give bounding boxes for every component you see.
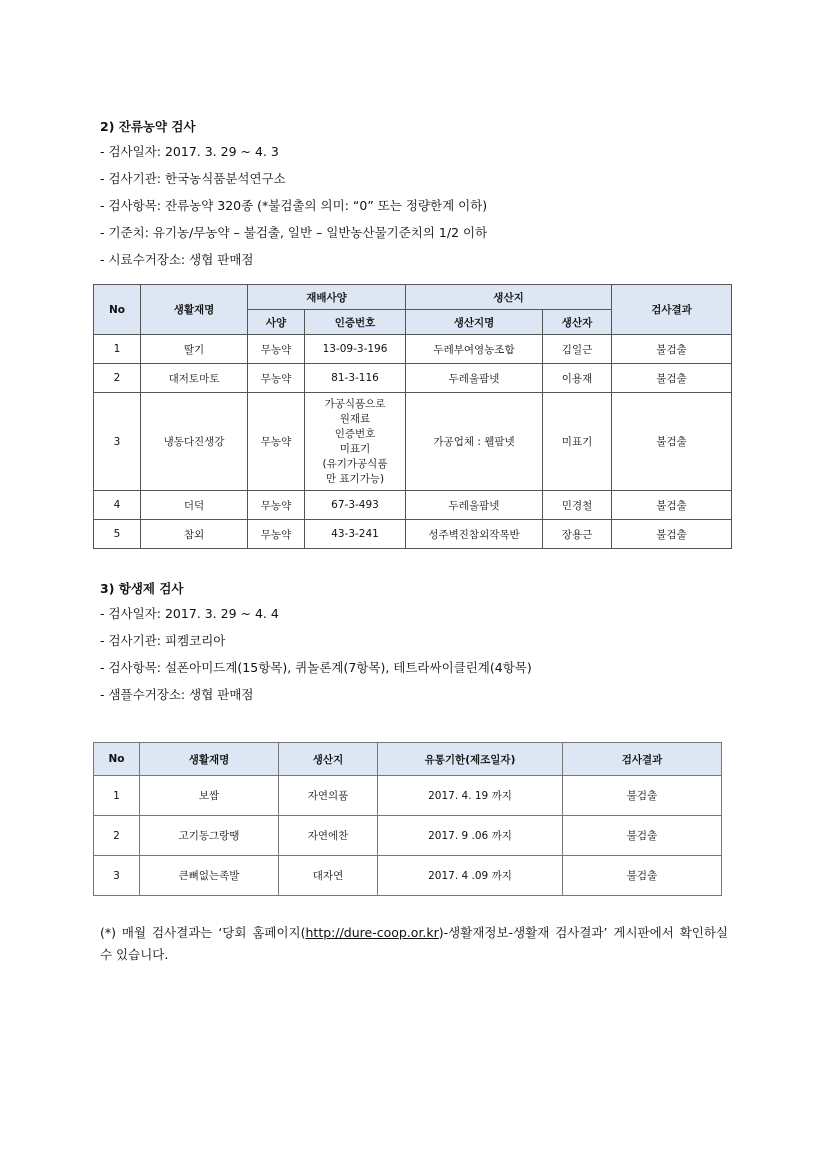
cert-line: (유기가공식품: [322, 457, 388, 470]
header-cert: 인증번호: [305, 310, 406, 335]
table-row: [94, 364, 732, 393]
header-origin: 생산지: [279, 743, 378, 776]
cell-origin: 자연에찬: [279, 816, 378, 856]
table-row: [94, 393, 732, 491]
cell-producer: 이용재: [543, 364, 612, 393]
cell-result: 불검출: [612, 335, 732, 364]
cert-line: 인증번호: [334, 427, 376, 440]
cell-spec: 무농약: [248, 520, 305, 549]
cell-no: 5: [94, 520, 141, 549]
cell-expiry: 2017. 4. 19 까지: [378, 776, 563, 816]
cell-cert: 81-3-116: [305, 364, 406, 393]
cell-name: 더덕: [141, 491, 248, 520]
cell-result: 불검출: [612, 520, 732, 549]
cell-name: 냉동다진생강: [141, 393, 248, 491]
header-result: 검사결과: [563, 743, 722, 776]
cell-name: 보쌈: [140, 776, 279, 816]
cell-cert: [305, 393, 406, 491]
homepage-link[interactable]: http://dure-coop.or.kr: [305, 925, 439, 940]
header-name: 생활재명: [141, 285, 248, 335]
cell-producer: 미표기: [543, 393, 612, 491]
standard: - 기준치: 유기농/무농약 – 불검출, 일반 – 일반농산물기준치의 1/2 이하: [100, 225, 488, 240]
cell-cert: 13-09-3-196: [305, 335, 406, 364]
header-origin-name: 생산지명: [406, 310, 543, 335]
cell-name: 대저토마토: [141, 364, 248, 393]
test-agency: - 검사기관: 피켐코리아: [100, 633, 226, 648]
cell-no: 1: [94, 335, 141, 364]
table-row: [94, 856, 722, 896]
header-no: No: [94, 743, 140, 776]
cell-spec: 무농약: [248, 364, 305, 393]
cell-origin-name: 성주벽진참외작목반: [406, 520, 543, 549]
cell-name: 참외: [141, 520, 248, 549]
test-agency: - 검사기관: 한국농식품분석연구소: [100, 171, 286, 186]
section-residual-pesticide: [100, 116, 730, 273]
cell-name: 딸기: [141, 335, 248, 364]
cell-expiry: 2017. 9 .06 까지: [378, 816, 563, 856]
sample-location: - 샘플수거장소: 생협 판매점: [100, 687, 254, 702]
cell-spec: 무농약: [248, 491, 305, 520]
cert-line: 미표기: [339, 442, 371, 455]
cell-expiry: 2017. 4 .09 까지: [378, 856, 563, 896]
header-name: 생활재명: [140, 743, 279, 776]
cell-origin-name: 두레울팜넷: [406, 364, 543, 393]
cell-no: 3: [94, 856, 140, 896]
cell-result: 불검출: [563, 776, 722, 816]
antibiotics-table: [93, 742, 722, 896]
cert-line: 가공식품으로: [324, 397, 386, 410]
header-no: No: [94, 285, 141, 335]
table-row: [94, 520, 732, 549]
footnote-prefix: (*) 매월 검사결과는 ‘당회 홈페이지(: [100, 925, 306, 940]
cell-no: 2: [94, 364, 141, 393]
cert-line: 만 표기가능): [325, 472, 385, 485]
cell-cert: 43-3-241: [305, 520, 406, 549]
residual-pesticide-table: [93, 284, 732, 549]
sample-location: - 시료수거장소: 생협 판매점: [100, 252, 254, 267]
table-row: [94, 335, 732, 364]
test-date: - 검사일자: 2017. 3. 29 ~ 4. 4: [100, 606, 279, 621]
section-title: 3) 항생제 검사: [100, 581, 184, 596]
cell-no: 4: [94, 491, 141, 520]
section-title: 2) 잔류농약 검사: [100, 119, 196, 134]
cell-producer: 민경철: [543, 491, 612, 520]
table-row: [94, 776, 722, 816]
table-row: [94, 491, 732, 520]
cell-origin: 대자연: [279, 856, 378, 896]
cell-name: 고기동그랑땡: [140, 816, 279, 856]
cell-result: 불검출: [612, 364, 732, 393]
header-expiry: 유통기한(제조일자): [378, 743, 563, 776]
cell-name: 큰뼈없는족발: [140, 856, 279, 896]
header-result: 검사결과: [612, 285, 732, 335]
cell-origin-name: 두레울팜넷: [406, 491, 543, 520]
header-origin: 생산지: [406, 285, 612, 310]
section-antibiotics: [100, 578, 730, 708]
table-row: [94, 816, 722, 856]
cell-origin-name: 가공업체 : 웰팜넷: [406, 393, 543, 491]
cell-producer: 김일근: [543, 335, 612, 364]
header-cultivation: 재배사양: [248, 285, 406, 310]
cell-origin-name: 두레부여영농조합: [406, 335, 543, 364]
cert-line: 원재료: [339, 412, 371, 425]
cell-result: 불검출: [563, 856, 722, 896]
header-spec: 사양: [248, 310, 305, 335]
footnote: [100, 922, 728, 966]
test-items: - 검사항목: 잔류농약 320종 (*불검출의 의미: “0” 또는 정량한계 이하): [100, 198, 488, 213]
cell-producer: 장용근: [543, 520, 612, 549]
cell-no: 3: [94, 393, 141, 491]
cell-result: 불검출: [612, 393, 732, 491]
cell-no: 1: [94, 776, 140, 816]
cell-spec: 무농약: [248, 393, 305, 491]
cell-cert: 67-3-493: [305, 491, 406, 520]
header-producer: 생산자: [543, 310, 612, 335]
cell-spec: 무농약: [248, 335, 305, 364]
cell-result: 불검출: [612, 491, 732, 520]
cell-no: 2: [94, 816, 140, 856]
cell-result: 불검출: [563, 816, 722, 856]
footnote-suffix: )-생활재정보-생활재 검사결과’ 게시판에서 확인하실 수 있습니다.: [100, 925, 728, 962]
cell-origin: 자연의품: [279, 776, 378, 816]
test-items: - 검사항목: 설폰아미드계(15항목), 퀴놀론계(7항목), 테트라싸이클린계(4항목): [100, 660, 532, 675]
test-date: - 검사일자: 2017. 3. 29 ~ 4. 3: [100, 144, 279, 159]
